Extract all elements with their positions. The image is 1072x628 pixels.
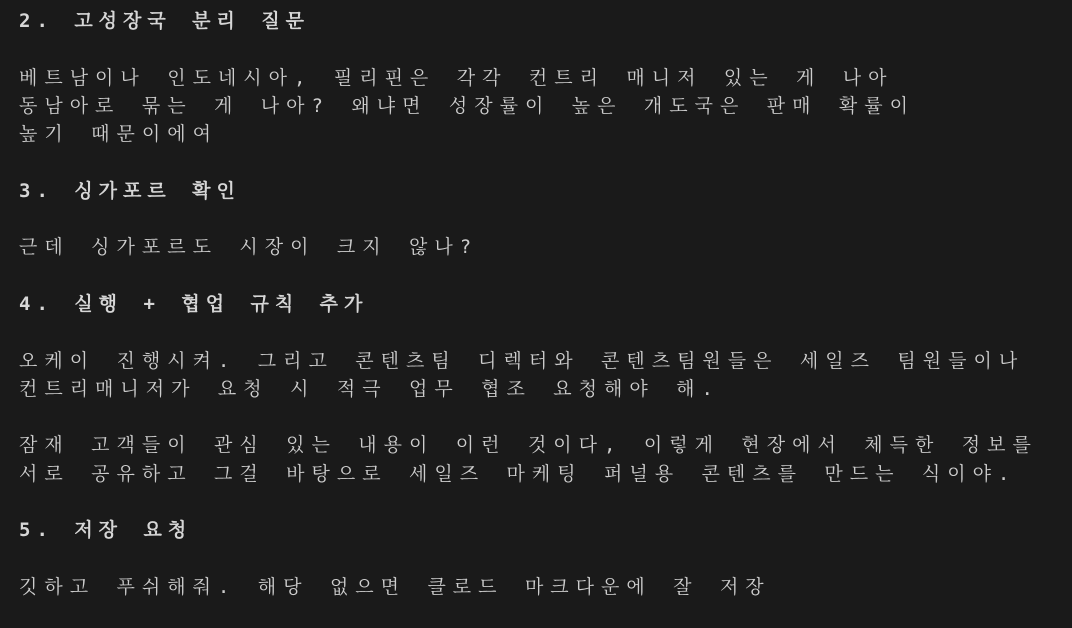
paragraph-line: 깃하고 푸쉬해줘. 해당 없으면 클로드 마크다운에 잘 저장 — [19, 575, 771, 598]
section-heading-block — [19, 516, 1058, 544]
section-heading: 5. 저장 요청 — [19, 519, 193, 542]
paragraph-block — [19, 573, 1058, 601]
section-heading: 2. 고성장국 분리 질문 — [19, 10, 311, 32]
paragraph-line: 컨트리매니저가 요청 시 적극 업무 협조 요청해야 해. — [19, 377, 720, 400]
paragraph-block — [19, 347, 1058, 404]
paragraph-line: 오케이 진행시켜. 그리고 콘텐츠팀 디렉터와 콘텐츠팀원들은 세일즈 팀원들이나 — [19, 349, 1025, 372]
section-heading-block — [19, 177, 1058, 205]
paragraph-line: 근데 싱가포르도 시장이 크지 않나? — [19, 236, 479, 259]
paragraph-block — [19, 233, 1058, 261]
paragraph-line: 높기 때문이에여 — [19, 123, 218, 146]
paragraph-line: 동남아로 묶는 게 나아? 왜냐면 성장률이 높은 개도국은 판매 확률이 — [19, 94, 915, 117]
section-heading: 3. 싱가포르 확인 — [19, 179, 241, 202]
paragraph-block — [19, 64, 1058, 149]
section-heading: 4. 실행 + 협업 규칙 추가 — [19, 292, 369, 315]
paragraph-line: 베트남이나 인도네시아, 필리핀은 각각 컨트리 매니저 있는 게 나아 — [19, 66, 894, 89]
paragraph-line: 서로 공유하고 그걸 바탕으로 세일즈 마케팅 퍼널용 콘텐츠를 만드는 식이야. — [19, 462, 1017, 485]
section-heading-block — [19, 7, 1058, 35]
paragraph-line: 잠재 고객들이 관심 있는 내용이 이런 것이다, 이렇게 현장에서 체득한 정보를 — [19, 434, 1038, 457]
section-heading-block — [19, 290, 1058, 318]
paragraph-block — [19, 431, 1058, 488]
